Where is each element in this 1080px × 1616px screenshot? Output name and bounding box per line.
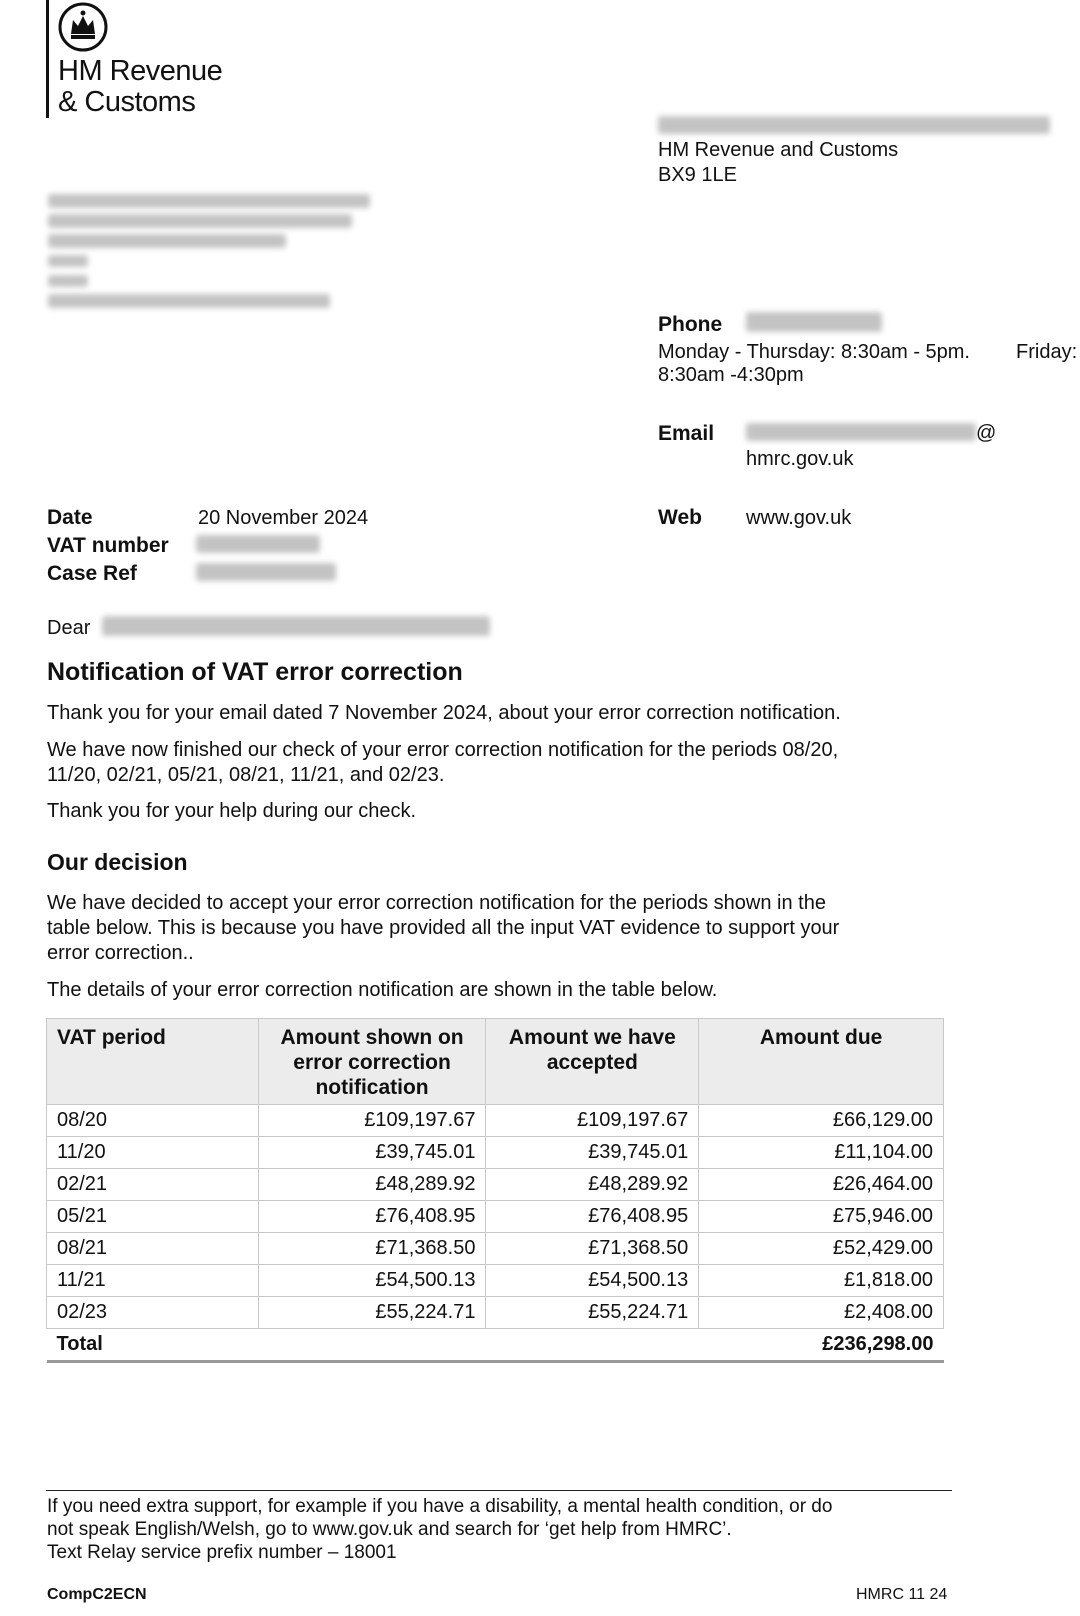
paragraph-3: Thank you for your help during our check. bbox=[47, 800, 417, 822]
cell-amount-due: £1,818.00 bbox=[699, 1265, 944, 1297]
table-row bbox=[47, 1265, 944, 1297]
table-row bbox=[47, 1297, 944, 1329]
header-amount-accepted-line: Amount we have bbox=[508, 1026, 676, 1049]
hours-line2: 8:30am -4:30pm bbox=[658, 364, 804, 386]
hours-friday: Friday: bbox=[1016, 341, 1078, 363]
cell-period: 11/21 bbox=[47, 1265, 259, 1297]
total-label: Total bbox=[47, 1329, 259, 1362]
table-intro: The details of your error correction notification are shown in the table below. bbox=[47, 979, 718, 1001]
paragraph-2-line1: We have now finished our check of your error correction notification for the periods 08/20, bbox=[47, 739, 839, 761]
cell-amount-due: £2,408.00 bbox=[699, 1297, 944, 1329]
form-code: CompC2ECN bbox=[47, 1586, 147, 1603]
cell-period: 11/20 bbox=[47, 1137, 259, 1169]
salutation: Dear bbox=[47, 617, 91, 639]
cell-amount-due: £66,129.00 bbox=[699, 1105, 944, 1137]
cell-amount-shown: £76,408.95 bbox=[258, 1201, 486, 1233]
form-version: HMRC 11 24 bbox=[856, 1586, 948, 1603]
phone-redacted bbox=[746, 312, 882, 332]
cell-amount-due: £75,946.00 bbox=[699, 1201, 944, 1233]
decision-line2: table below. This is because you have provided all the input VAT evidence to support your bbox=[47, 917, 840, 939]
header-amount-accepted-line: accepted bbox=[546, 1051, 638, 1074]
email-redacted bbox=[746, 423, 976, 441]
cell-amount-accepted: £109,197.67 bbox=[486, 1105, 699, 1137]
office-name: HM Revenue and Customs bbox=[658, 139, 899, 161]
table-row bbox=[47, 1137, 944, 1169]
header-amount-shown-line: error correction bbox=[293, 1051, 451, 1074]
cell-amount-shown: £39,745.01 bbox=[258, 1137, 486, 1169]
cell-period: 05/21 bbox=[47, 1201, 259, 1233]
cell-amount-shown: £109,197.67 bbox=[258, 1105, 486, 1137]
cell-amount-shown: £48,289.92 bbox=[258, 1169, 486, 1201]
hours-line1: Monday - Thursday: 8:30am - 5pm. bbox=[658, 341, 970, 363]
table-row bbox=[47, 1233, 944, 1265]
total-empty bbox=[486, 1329, 699, 1362]
header-amount-shown-line: Amount shown on bbox=[280, 1026, 464, 1049]
logo-wordmark bbox=[58, 56, 222, 118]
vat-number-label: VAT number bbox=[47, 534, 169, 557]
cell-amount-shown: £55,224.71 bbox=[258, 1297, 486, 1329]
cell-amount-accepted: £54,500.13 bbox=[486, 1265, 699, 1297]
logo-line1: HM Revenue bbox=[58, 55, 223, 87]
email-domain: hmrc.gov.uk bbox=[746, 448, 854, 470]
cell-amount-accepted: £48,289.92 bbox=[486, 1169, 699, 1201]
table-row bbox=[47, 1169, 944, 1201]
cell-period: 02/23 bbox=[47, 1297, 259, 1329]
office-postcode: BX9 1LE bbox=[658, 164, 737, 186]
decision-line3: error correction.. bbox=[47, 942, 194, 964]
total-value: £236,298.00 bbox=[699, 1329, 944, 1362]
redacted-office-line bbox=[658, 116, 1050, 136]
cell-amount-due: £11,104.00 bbox=[699, 1137, 944, 1169]
web-link[interactable]: www.gov.uk bbox=[746, 507, 852, 529]
header-vat-period: VAT period bbox=[47, 1019, 259, 1105]
header-amount-shown bbox=[258, 1019, 486, 1105]
footer-rule bbox=[46, 1490, 952, 1491]
header-amount-shown-line: notification bbox=[315, 1076, 429, 1099]
cell-amount-accepted: £39,745.01 bbox=[486, 1137, 699, 1169]
case-ref-redacted bbox=[196, 563, 336, 581]
footer-line1: If you need extra support, for example if you have a disability, a mental health condition, or do bbox=[47, 1496, 833, 1517]
paragraph-2-line2: 11/20, 02/21, 05/21, 08/21, 11/21, and 02/23. bbox=[47, 764, 445, 786]
royal-crest-icon bbox=[58, 2, 108, 52]
decision-heading: Our decision bbox=[47, 849, 188, 875]
vat-correction-table bbox=[46, 1018, 944, 1363]
phone-label: Phone bbox=[658, 313, 723, 336]
table-row bbox=[47, 1201, 944, 1233]
date-value: 20 November 2024 bbox=[198, 507, 369, 529]
cell-period: 02/21 bbox=[47, 1169, 259, 1201]
cell-amount-due: £26,464.00 bbox=[699, 1169, 944, 1201]
cell-period: 08/20 bbox=[47, 1105, 259, 1137]
cell-amount-accepted: £71,368.50 bbox=[486, 1233, 699, 1265]
table-header-row bbox=[47, 1019, 944, 1105]
cell-amount-shown: £71,368.50 bbox=[258, 1233, 486, 1265]
recipient-name-redacted bbox=[102, 616, 490, 636]
date-label: Date bbox=[47, 506, 93, 529]
footer-line3: Text Relay service prefix number – 18001 bbox=[47, 1542, 397, 1563]
case-ref-label: Case Ref bbox=[47, 562, 137, 585]
header-amount-due: Amount due bbox=[699, 1019, 944, 1105]
table-total-row bbox=[47, 1329, 944, 1362]
email-label: Email bbox=[658, 422, 715, 445]
footer-support-text bbox=[47, 1495, 832, 1564]
footer-line2: not speak English/Welsh, go to www.gov.uk and search for ‘get help from HMRC’. bbox=[47, 1519, 732, 1540]
recipient-address-redacted bbox=[48, 192, 370, 312]
total-empty bbox=[258, 1329, 486, 1362]
cell-amount-accepted: £55,224.71 bbox=[486, 1297, 699, 1329]
letter-heading: Notification of VAT error correction bbox=[47, 658, 463, 686]
decision-line1: We have decided to accept your error correction notification for the periods shown in the bbox=[47, 892, 826, 914]
email-at: @ bbox=[976, 422, 997, 444]
cell-amount-shown: £54,500.13 bbox=[258, 1265, 486, 1297]
paragraph-1: Thank you for your email dated 7 November 2024, about your error correction notification. bbox=[47, 702, 841, 724]
header-amount-accepted bbox=[486, 1019, 699, 1105]
logo-rule bbox=[46, 0, 49, 118]
cell-period: 08/21 bbox=[47, 1233, 259, 1265]
cell-amount-due: £52,429.00 bbox=[699, 1233, 944, 1265]
web-label: Web bbox=[658, 506, 702, 529]
cell-amount-accepted: £76,408.95 bbox=[486, 1201, 699, 1233]
vat-number-redacted bbox=[196, 535, 320, 553]
logo-line2: & Customs bbox=[58, 86, 196, 118]
table-row bbox=[47, 1105, 944, 1137]
